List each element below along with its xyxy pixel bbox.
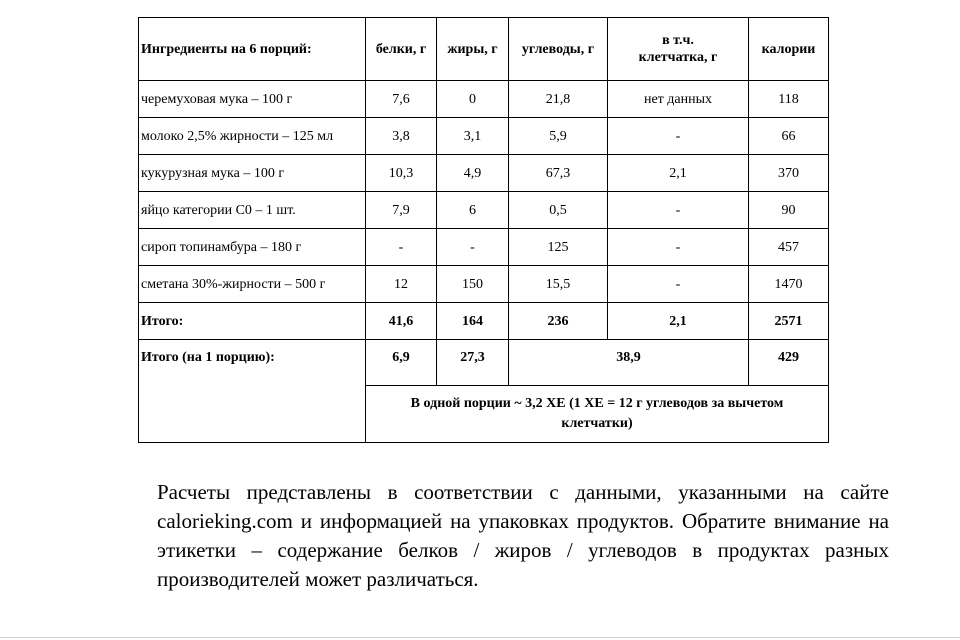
header-calories: калории	[749, 18, 829, 81]
protein-cell: 12	[366, 266, 437, 303]
bread-units-line2: клетчатки)	[561, 416, 633, 431]
carbs-cell: 67,3	[509, 155, 608, 192]
fat-cell: 150	[437, 266, 509, 303]
total-calories: 2571	[749, 303, 829, 340]
header-protein: белки, г	[366, 18, 437, 81]
header-carbs: углеводы, г	[509, 18, 608, 81]
fat-cell: -	[437, 229, 509, 266]
fat-cell: 3,1	[437, 118, 509, 155]
per-portion-label: Итого (на 1 порцию):	[139, 340, 366, 443]
table-header-row	[139, 18, 829, 81]
total-row	[139, 303, 829, 340]
header-fat: жиры, г	[437, 18, 509, 81]
calories-cell: 118	[749, 81, 829, 118]
carbs-cell: 15,5	[509, 266, 608, 303]
protein-cell: 3,8	[366, 118, 437, 155]
calories-cell: 370	[749, 155, 829, 192]
table-row	[139, 81, 829, 118]
protein-cell: 7,6	[366, 81, 437, 118]
carbs-cell: 21,8	[509, 81, 608, 118]
header-fiber	[608, 18, 749, 81]
ingredient-name: сметана 30%-жирности – 500 г	[139, 266, 366, 303]
carbs-cell: 5,9	[509, 118, 608, 155]
header-ingredients: Ингредиенты на 6 порций:	[139, 18, 366, 81]
header-fiber-line1: в т.ч.	[662, 33, 694, 48]
ingredient-name: яйцо категории С0 – 1 шт.	[139, 192, 366, 229]
per-portion-row	[139, 340, 829, 386]
carbs-cell: 0,5	[509, 192, 608, 229]
total-label: Итого:	[139, 303, 366, 340]
bread-units-note	[366, 386, 829, 443]
fat-cell: 0	[437, 81, 509, 118]
table-row	[139, 229, 829, 266]
disclaimer-paragraph: Расчеты представлены в соответствии с данными, указанными на сайте calorieking.com и информацией на упаковках продуктов. Обратите внимание на этикетки – содержание белков / жиров / углеводов в продуктах разных производителей может различаться.	[157, 480, 889, 591]
table-row	[139, 192, 829, 229]
table-row	[139, 118, 829, 155]
per-portion-fat: 27,3	[437, 340, 509, 386]
fat-cell: 6	[437, 192, 509, 229]
calories-cell: 90	[749, 192, 829, 229]
calories-cell: 457	[749, 229, 829, 266]
total-carbs: 236	[509, 303, 608, 340]
fat-cell: 4,9	[437, 155, 509, 192]
ingredient-name: сироп топинамбура – 180 г	[139, 229, 366, 266]
page-divider	[0, 637, 960, 638]
per-portion-protein: 6,9	[366, 340, 437, 386]
total-fat: 164	[437, 303, 509, 340]
fiber-cell: -	[608, 192, 749, 229]
fiber-cell: -	[608, 266, 749, 303]
fiber-cell: нет данных	[608, 81, 749, 118]
fiber-cell: -	[608, 229, 749, 266]
protein-cell: 10,3	[366, 155, 437, 192]
calories-cell: 1470	[749, 266, 829, 303]
ingredient-name: кукурузная мука – 100 г	[139, 155, 366, 192]
per-portion-calories: 429	[749, 340, 829, 386]
bread-units-line1: В одной порции ~ 3,2 ХЕ (1 ХЕ = 12 г углеводов за вычетом	[410, 396, 784, 411]
header-fiber-line2: клетчатка, г	[638, 50, 718, 65]
table-row	[139, 155, 829, 192]
ingredient-name: черемуховая мука – 100 г	[139, 81, 366, 118]
fiber-cell: -	[608, 118, 749, 155]
protein-cell: -	[366, 229, 437, 266]
total-protein: 41,6	[366, 303, 437, 340]
per-portion-net-carbs: 38,9	[509, 340, 749, 386]
table-row	[139, 266, 829, 303]
fiber-cell: 2,1	[608, 155, 749, 192]
ingredient-name: молоко 2,5% жирности – 125 мл	[139, 118, 366, 155]
nutrition-table	[138, 17, 829, 443]
calories-cell: 66	[749, 118, 829, 155]
protein-cell: 7,9	[366, 192, 437, 229]
total-fiber: 2,1	[608, 303, 749, 340]
carbs-cell: 125	[509, 229, 608, 266]
